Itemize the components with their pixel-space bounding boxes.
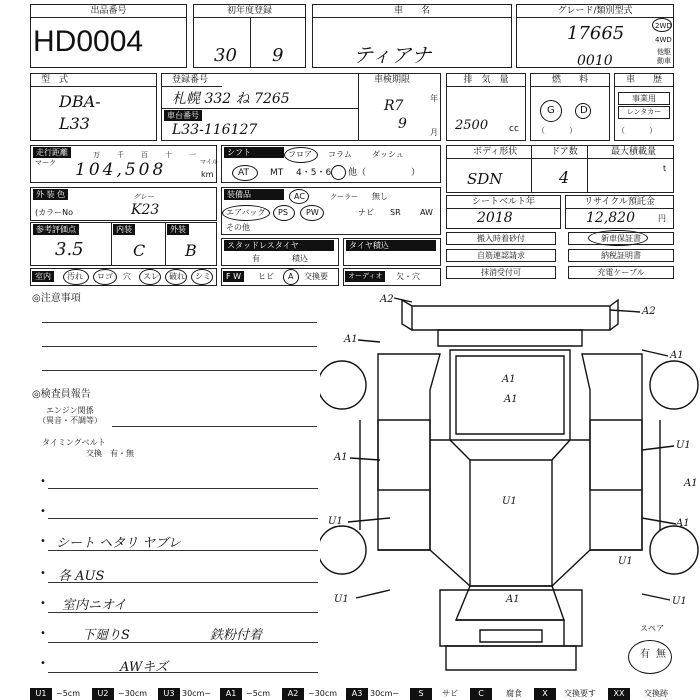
drive-misc-2: 動車 — [657, 57, 671, 65]
cond-stain: シミ — [195, 272, 211, 281]
chassis-number: L33-116127 — [172, 122, 258, 138]
body-label: ボディ形状 — [473, 147, 518, 157]
cond-logo: ロゴ — [97, 272, 113, 281]
mark-a1-trunk: A1 — [506, 594, 520, 605]
doors-value: 4 — [559, 168, 570, 187]
left-front-wheel — [320, 361, 366, 409]
left-pillar — [430, 440, 470, 586]
drive-2wd: 2WD — [655, 22, 672, 30]
equip-other: その他 — [226, 223, 250, 232]
inspector-label: ◎検査員報告 — [32, 389, 91, 400]
right-body — [582, 354, 642, 550]
seatbelt-value: 2018 — [477, 210, 513, 226]
action-2: 自筋連認請求 — [446, 249, 556, 262]
caution-line-1 — [42, 322, 317, 323]
legend-val-a2: ~30cm — [308, 689, 338, 698]
history-box — [614, 73, 674, 141]
cond-tear-circle — [165, 269, 187, 285]
color-label: 外 装 色 — [33, 189, 68, 200]
interior-condition-box — [30, 268, 217, 286]
legend-key-u1: U1 — [30, 688, 52, 700]
equip-pw: PW — [306, 208, 319, 217]
audio-label: オーディオ — [345, 271, 385, 282]
mark-u1-center: U1 — [618, 556, 633, 567]
right-rear-wheel — [650, 526, 698, 574]
tire-label: タイヤ積込 — [346, 240, 436, 251]
mark-a1-windshield: A1 — [504, 394, 518, 405]
shift-gears: 4・5・6 — [296, 168, 332, 178]
action-3: 抹消受付可 — [446, 266, 556, 279]
reg-number-label: 登録番号 — [162, 74, 222, 87]
action-1: 搬入時着砂付 — [446, 232, 556, 245]
mileage-value: 104,508 — [75, 160, 167, 180]
score-value: 3.5 — [55, 239, 84, 260]
score-divider-2 — [165, 223, 166, 265]
cond-scuff-circle — [139, 269, 161, 285]
engine-label: エンジン関係 — [46, 406, 94, 415]
inspection-month: 9 — [398, 116, 407, 132]
interior-value: C — [133, 241, 146, 260]
legend-key-s: S — [410, 688, 432, 700]
mileage-mile: マイル — [200, 159, 218, 166]
color-number-label: (カラーNo — [35, 208, 73, 217]
note-line-3 — [48, 550, 318, 551]
legend-key-a3: A3 — [346, 688, 368, 700]
mileage-label: 走行距離 — [33, 147, 71, 158]
mileage-unit-3: 百 — [141, 151, 148, 159]
capacity-label: 最大積載量 — [611, 147, 657, 157]
legend-val-x: 交換要す — [564, 689, 596, 698]
legend-val-s: サビ — [442, 689, 458, 698]
equip-cooler: クーラー — [330, 193, 358, 201]
equip-ac: AC — [294, 192, 305, 201]
cond-logo-circle — [93, 269, 117, 285]
cond-scuff: スレ — [143, 272, 159, 281]
displacement-unit: cc — [509, 124, 519, 134]
legend-val-u1: ~5cm — [56, 689, 80, 698]
right-pillar — [552, 440, 590, 586]
legend-key-u2: U2 — [92, 688, 114, 700]
mark-u1-right-door: U1 — [676, 440, 691, 451]
mark-a1-left-front: A1 — [344, 334, 358, 345]
shift-box — [221, 145, 441, 183]
mark-u1-right-rear: U1 — [672, 596, 687, 607]
studless-box — [221, 238, 339, 266]
mark-a2-front-right: A2 — [642, 306, 656, 317]
equip-airbag-circle — [222, 205, 270, 221]
legend-val-u2: ~30cm — [118, 689, 148, 698]
fw-a-circle — [283, 269, 299, 285]
color-number: K23 — [131, 202, 160, 218]
shift-label: シフト — [224, 147, 284, 158]
bullet-5: • — [40, 598, 46, 609]
studless-yes: 有 — [252, 254, 260, 263]
body-value: SDN — [467, 170, 503, 188]
exterior-value: B — [185, 241, 197, 260]
left-door — [378, 420, 430, 550]
inspection-label: 車検期限 — [374, 75, 411, 85]
legend-val-a1: ~5cm — [246, 689, 270, 698]
fuel-box — [530, 73, 610, 141]
spare-suffix: 無 — [656, 649, 666, 660]
fuel-d: D — [580, 105, 588, 116]
legend-key-u3: U3 — [158, 688, 180, 700]
reg-number: 札幌 332 ね 7265 — [172, 91, 290, 107]
rear-bumper — [446, 630, 576, 670]
cond-dirty: 汚れ — [67, 272, 83, 281]
note-odor: 室内ニオイ — [62, 598, 127, 613]
note-seat: シート ヘタリ ヤブレ — [56, 536, 181, 551]
body-header — [447, 146, 673, 159]
legend-val-u3: 30cm~ — [182, 689, 212, 698]
cond-tear: 破れ — [169, 272, 185, 281]
legend-key-c: C — [470, 688, 492, 700]
equip-navi: ナビ — [358, 208, 374, 217]
mark-a1-hood: A1 — [502, 374, 516, 385]
mileage-unit-5: 一 — [189, 151, 196, 159]
score-box — [30, 222, 217, 266]
exterior-label: 外装 — [167, 224, 189, 235]
chassis-label: 車台番号 — [164, 110, 202, 121]
recycle-box — [565, 195, 674, 229]
equip-pw-circle — [300, 205, 324, 221]
mileage-box — [30, 145, 217, 183]
bullet-1: • — [40, 476, 46, 487]
history-rental: レンタカー — [618, 106, 670, 119]
inspection-divider — [358, 74, 359, 140]
shift-at: AT — [238, 168, 249, 178]
engine-sub: （異音・不調等） — [38, 416, 102, 425]
grade-value-2: 0010 — [577, 53, 613, 69]
history-label: 車 歴 — [615, 74, 673, 87]
grade-label: グレード/類別型式 — [517, 5, 673, 18]
note-iron: 鉄粉付着 — [210, 628, 263, 643]
car-name-label: 車 名 — [313, 5, 511, 18]
mark-a1-right-front: A1 — [670, 350, 684, 361]
inspection-month-unit: 月 — [430, 128, 438, 137]
lot-number-box — [30, 4, 187, 68]
history-paren: （ ） — [617, 126, 657, 135]
drive-2wd-circle — [652, 18, 672, 32]
recycle-label: リサイクル預託金 — [566, 196, 673, 209]
bullet-7: • — [40, 658, 46, 669]
cond-hole: 穴 — [123, 272, 131, 281]
legend-key-xx: XX — [608, 688, 630, 700]
mileage-mark: マーク — [35, 159, 56, 167]
model-line-2: L33 — [59, 114, 90, 133]
seatbelt-label: シートベルト年 — [447, 196, 560, 209]
equipment-box — [221, 187, 441, 235]
fw-crack: ヒビ — [258, 272, 274, 281]
color-name: グレー — [133, 193, 154, 201]
note-aus: 各 AUS — [58, 569, 105, 584]
first-reg-divider — [250, 18, 251, 68]
reg-row-divider — [162, 108, 358, 109]
lot-number: HD0004 — [33, 25, 144, 58]
mark-u1-roof: U1 — [502, 496, 517, 507]
displacement-box — [446, 73, 526, 141]
equip-none: 無し — [372, 192, 388, 201]
inspection-year-unit: 年 — [430, 94, 438, 103]
doors-label: ドア数 — [551, 147, 578, 157]
first-reg-month: 9 — [272, 45, 284, 66]
first-registration-label: 初年度登録 — [194, 5, 305, 18]
bullet-3: • — [40, 536, 46, 547]
fuel-d-circle — [575, 103, 591, 119]
legend-key-x: X — [534, 688, 556, 700]
cond-dirty-circle — [63, 269, 89, 285]
caution-label: ◎注意事項 — [32, 293, 81, 304]
note-line-7 — [48, 672, 318, 673]
timing-label: タイミングベルト — [42, 438, 106, 447]
model-box — [30, 73, 157, 141]
document-2: 納税証明書 — [568, 249, 674, 262]
note-line-2 — [48, 518, 318, 519]
fuel-paren: （ ） — [537, 126, 577, 135]
displacement-value: 2500 — [455, 118, 489, 133]
note-line-4 — [48, 582, 318, 583]
first-reg-year: 30 — [214, 45, 237, 66]
recycle-value: 12,820 — [586, 210, 635, 226]
cond-stain-circle — [191, 269, 213, 285]
fw-box — [221, 268, 339, 286]
roof — [470, 460, 552, 586]
timing-value: 交換 有・無 — [86, 449, 134, 458]
mark-a2-front-left: A2 — [380, 294, 394, 305]
left-rear-wheel — [320, 526, 366, 574]
seatbelt-box — [446, 195, 561, 229]
lot-number-label: 出品番号 — [31, 5, 186, 18]
body-divider-2 — [587, 146, 588, 192]
caution-line-3 — [42, 370, 317, 371]
car-name-box — [312, 4, 512, 68]
legend-val-c: 腐食 — [506, 689, 522, 698]
front-bumper — [402, 300, 618, 330]
legend-key-a2: A2 — [282, 688, 304, 700]
mileage-unit-1: 万 — [93, 151, 100, 159]
score-divider-1 — [111, 223, 112, 265]
hood-outline — [438, 330, 582, 346]
note-line-1 — [48, 488, 318, 489]
fuel-g-circle — [540, 100, 562, 122]
inspection-value: R7 — [384, 98, 404, 114]
legend-val-xx: 交換跡 — [644, 689, 668, 698]
right-door — [590, 420, 642, 550]
equip-ps: PS — [278, 208, 288, 217]
recycle-unit: 円 — [658, 214, 666, 223]
note-line-6 — [48, 642, 318, 643]
pointer-lines — [348, 298, 676, 600]
right-front-wheel — [650, 361, 698, 409]
audio-box — [343, 268, 441, 286]
equip-aw: AW — [420, 208, 433, 217]
studless-label: スタッドレスタイヤ — [224, 240, 334, 251]
fw-swap: 交換要 — [304, 272, 328, 281]
fuel-g: G — [547, 105, 555, 116]
shift-mt: MT — [270, 168, 284, 178]
equip-airbag: エアバッグ — [226, 208, 266, 217]
equip-ac-circle — [289, 189, 309, 204]
shift-dash: ダッシュ — [372, 150, 404, 159]
fw-label: F W — [223, 271, 244, 282]
tire-box — [343, 238, 441, 266]
mark-u1-left-rear: U1 — [334, 594, 349, 605]
history-business: 事業用 — [618, 92, 670, 105]
registration-box — [161, 73, 441, 141]
mark-a1-rear: A1 — [684, 478, 698, 489]
model-label: 型 式 — [31, 74, 156, 87]
equipment-label: 装備品 — [224, 189, 284, 200]
shift-gear-circle — [331, 165, 346, 180]
first-registration-box — [193, 4, 306, 68]
fuel-label: 燃 料 — [531, 74, 609, 87]
color-box — [30, 187, 217, 221]
drive-misc: 他駆 — [657, 48, 671, 56]
equip-sr: SR — [390, 208, 401, 217]
note-line-5 — [48, 612, 318, 613]
mileage-km: km — [201, 170, 214, 179]
body-divider-1 — [531, 146, 532, 192]
mark-a1-right-sill: A1 — [676, 518, 690, 529]
spare-label: スペア — [640, 624, 664, 633]
interior-row-label: 室内 — [32, 271, 54, 282]
fw-a: A — [288, 272, 294, 281]
drive-4wd: 4WD — [655, 36, 672, 44]
shift-column: コラム — [328, 150, 352, 159]
capacity-unit: t — [663, 164, 667, 173]
shift-other: 他（ ） — [348, 168, 421, 178]
spare-value: 有 — [640, 649, 650, 660]
left-body — [378, 354, 440, 550]
grade-value: 17665 — [567, 23, 625, 44]
bullet-6: • — [40, 628, 46, 639]
equip-ps-circle — [273, 205, 295, 221]
mileage-unit-4: 十 — [165, 151, 172, 159]
legend-val-a3: 30cm~ — [370, 689, 400, 698]
document-1: 新車保証書 — [568, 232, 674, 245]
document-3: 充電ケーブル — [568, 266, 674, 279]
mark-u1-left-sill: U1 — [328, 516, 343, 527]
bullet-2: • — [40, 506, 46, 517]
document-1-circle — [588, 230, 648, 246]
damage-legend — [0, 688, 700, 700]
score-label: 参考評価点 — [33, 224, 79, 235]
mark-a1-left-door: A1 — [334, 452, 348, 463]
model-line-1: DBA- — [59, 92, 101, 111]
legend-key-a1: A1 — [220, 688, 242, 700]
body-box — [446, 145, 674, 193]
bullet-4: • — [40, 568, 46, 579]
studless-loaded: 積込 — [292, 254, 308, 263]
shift-floor: フロア — [288, 150, 312, 159]
note-aw: AWキズ — [120, 660, 168, 675]
mileage-unit-2: 千 — [117, 151, 124, 159]
car-name: ティアナ — [353, 43, 432, 67]
displacement-label: 排 気 量 — [447, 74, 525, 87]
note-under: 下廻りS — [82, 628, 130, 643]
audio-value: 欠・穴 — [396, 272, 420, 281]
shift-at-circle — [232, 165, 258, 181]
caution-line-2 — [42, 346, 317, 347]
engine-line — [112, 426, 317, 427]
shift-floor-circle — [284, 147, 318, 163]
grade-box — [516, 4, 674, 68]
interior-label: 内装 — [113, 224, 135, 235]
